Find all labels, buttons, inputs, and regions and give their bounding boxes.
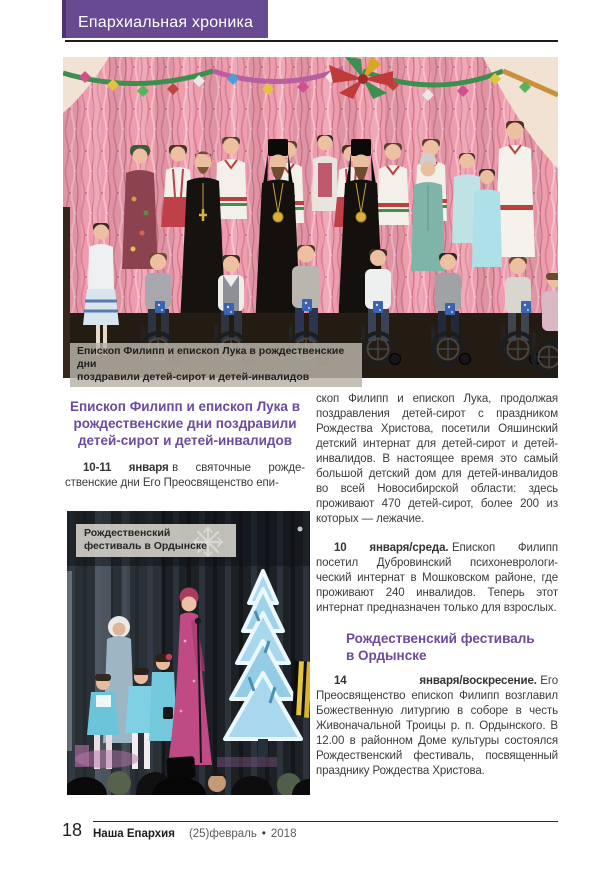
caption-line: поздравили детей-сирот и детей-инвалидов <box>77 371 310 383</box>
left-edge-shadow <box>63 207 70 378</box>
section-header-title: Епархиальная хроника <box>78 14 254 31</box>
photo1-caption <box>70 343 362 387</box>
yellow-stripe-decoration <box>292 661 310 718</box>
issue-year: 2018 <box>270 828 297 840</box>
paragraph-4 <box>316 674 558 779</box>
article-heading: Епископ Филипп и епископ Лука в рождественские дни поздравили детей-сирот и детей-инвалидов <box>70 399 300 448</box>
header-rule <box>65 40 558 42</box>
publication-name: Наша Епархия <box>93 828 175 840</box>
paragraph-date-lead: 10-11 января <box>83 462 169 474</box>
microphone-icon <box>195 618 201 624</box>
paragraph-date-lead: 14 января/воскресение. <box>334 675 537 687</box>
section-header-bar <box>62 0 268 38</box>
subheading-line: Рождественский фестиваль <box>346 631 535 646</box>
right-column <box>316 392 558 793</box>
festival-photo <box>67 511 310 795</box>
sparkle-dot <box>298 527 303 532</box>
caption-line: Рождественский <box>84 527 171 539</box>
footer-rule <box>93 821 558 822</box>
photo2-caption <box>76 524 236 557</box>
paragraph-1 <box>65 461 305 491</box>
paragraph-2: скоп Филипп и епископ Лука, продолжая поздравления детей-сирот с праздником Рождества Христова, посетили Ояшинский детский интернат для детей-сирот и детей-инвалидов. В настоящее время это самый большой детский дом для детей-инвалидов во всей Новосибирской области: здесь проживают 470 детей-сирот, более 200 из которых — лежачие. <box>316 393 558 525</box>
paragraph-text: в святочные рожде-ственские дни Его Преосвященство епи- <box>65 462 306 489</box>
left-column <box>65 398 305 505</box>
paragraph-text: Епископ Филипп посетил Дубровинский психоневрологи-ческий интернат в Мошковском районе, где проживают 240 инвалидов. Теперь этот интернат предназначен только для взрослых. <box>316 542 558 614</box>
footer-line <box>93 828 296 840</box>
group-photo-illustration <box>63 57 558 378</box>
issue-label: (25)февраль <box>188 828 257 840</box>
subheading-line: в Ордынске <box>346 648 427 663</box>
footer-bullet: • <box>261 828 266 840</box>
caption-line: Епископ Филипп и епископ Лука в рождественские дни <box>77 345 345 370</box>
caption-line: фестиваль в Ордынске <box>84 540 207 552</box>
main-photo <box>63 57 558 383</box>
page-number: 18 <box>62 820 83 840</box>
paragraph-3 <box>316 541 558 616</box>
paragraph-text: Его Преосвященство епископ Филипп возглавил Божественную литургию в соборе в честь Живоначальной Троицы р. п. Ордынского. В 12.00 в районном Доме культуры состоялся Рождественский фестиваль, посвященный празднику Рождества Христова. <box>316 675 558 777</box>
paragraph-date-lead: 10 января/среда. <box>334 542 449 554</box>
article-subheading <box>346 630 558 664</box>
